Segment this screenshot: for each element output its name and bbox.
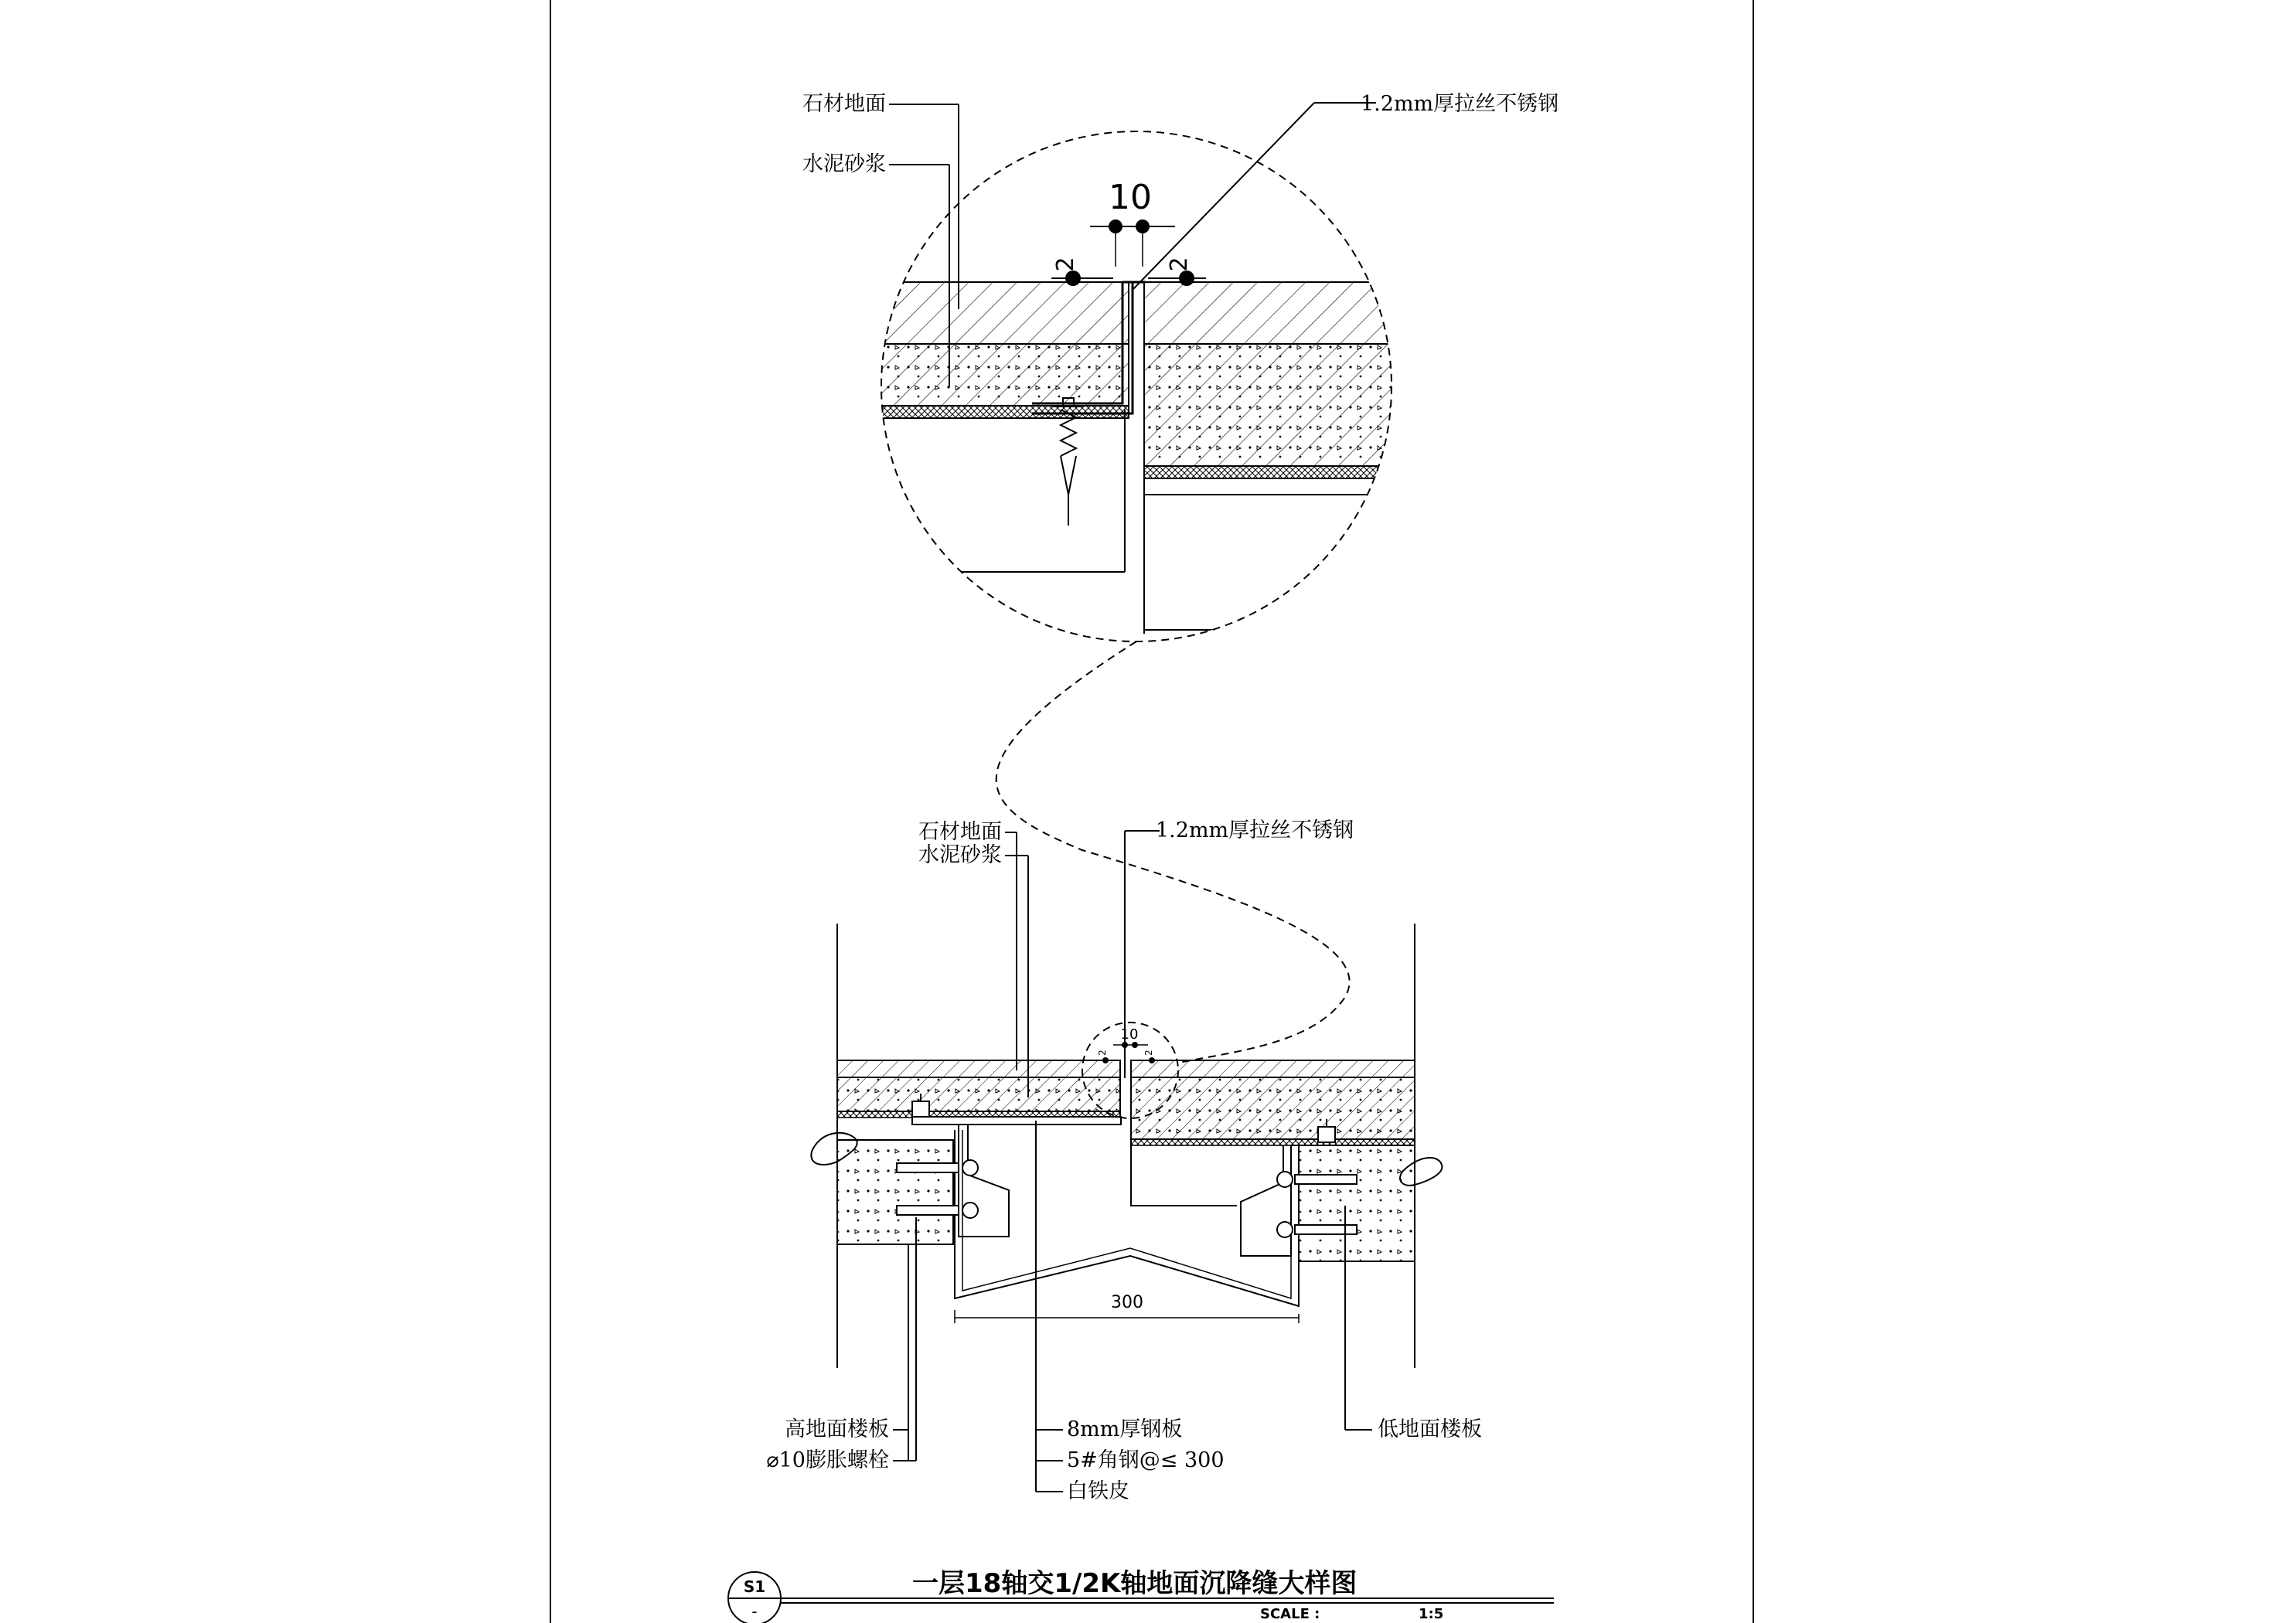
scale-value: 1:5 — [1419, 1606, 1444, 1622]
section-label-expansion-bolt: ⌀10膨胀螺栓 — [766, 1448, 889, 1472]
mini-gap-label: 10 — [1120, 1026, 1139, 1043]
width-dimension — [955, 1293, 1299, 1323]
detail-label-stone-floor: 石材地面 — [802, 92, 886, 116]
sheet-frame — [550, 0, 1753, 1623]
left-gap-label: 2 — [1052, 257, 1079, 272]
detail-enlargement — [802, 92, 1558, 641]
section-label-angle-steel: 5#角钢@≤ 300 — [1067, 1448, 1225, 1472]
section-label-cement-mortar: 水泥砂浆 — [918, 843, 1002, 867]
section-label-tin-sheet: 白铁皮 — [1067, 1479, 1129, 1503]
section-label-steel-plate: 8mm厚钢板 — [1067, 1417, 1183, 1441]
section-label-stone-floor: 石材地面 — [918, 820, 1002, 844]
section-label-high-slab: 高地面楼板 — [785, 1417, 889, 1441]
section-view — [766, 818, 1482, 1503]
right-gap-label: 2 — [1166, 257, 1193, 272]
mini-left-label: 2 — [1097, 1050, 1108, 1056]
detail-label-cement-mortar: 水泥砂浆 — [802, 152, 886, 176]
detail-connector — [996, 641, 1350, 1063]
scale-label: SCALE : — [1260, 1606, 1320, 1622]
badge-sheet: - — [751, 1602, 758, 1621]
badge-number: S1 — [743, 1577, 766, 1596]
gap-dimension — [1051, 178, 1206, 286]
width-dimension-label: 300 — [1111, 1293, 1143, 1312]
section-label-low-slab: 低地面楼板 — [1378, 1417, 1482, 1441]
gap-dimension-label: 10 — [1109, 178, 1152, 217]
mini-right-label: 2 — [1143, 1050, 1154, 1056]
detail-label-stainless-steel: 1.2mm厚拉丝不锈钢 — [1361, 92, 1559, 116]
drawing-title: 一层18轴交1/2K轴地面沉降缝大样图 — [912, 1568, 1358, 1599]
section-label-stainless-steel: 1.2mm厚拉丝不锈钢 — [1156, 818, 1354, 842]
title-block — [728, 1568, 1554, 1623]
mini-gap-dimension — [1094, 1026, 1160, 1063]
